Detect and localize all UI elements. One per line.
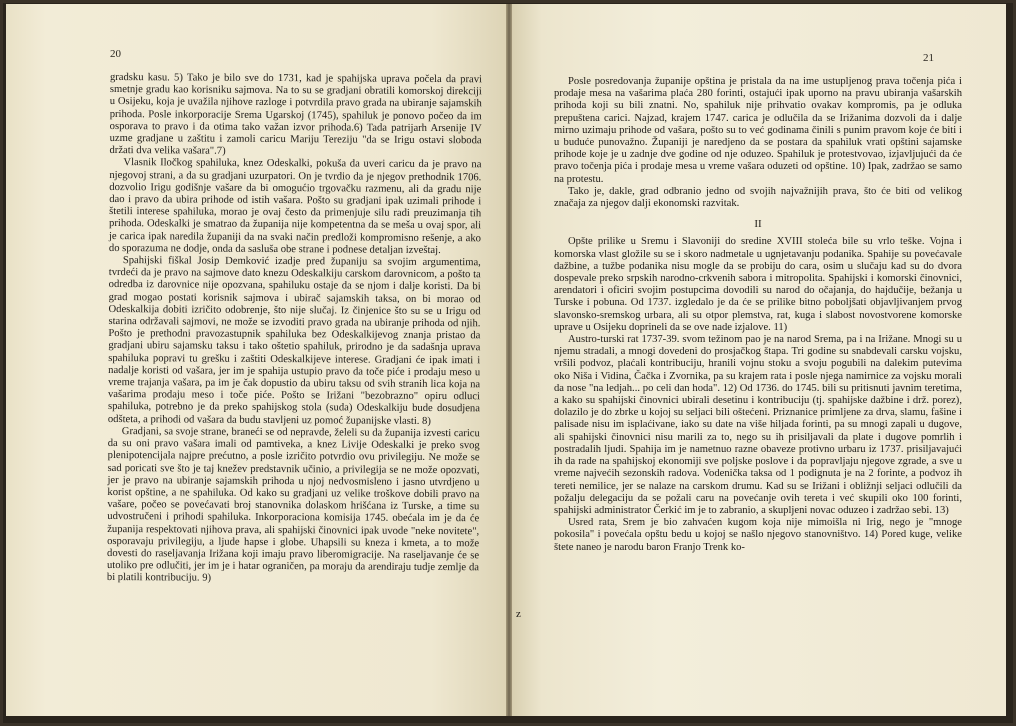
paragraph: Austro-turski rat 1737-39. svom težinom pao je na narod Srema, pa i na Irižane. Mnogi su u njemu stradali, a mnogi dovedeni do prosjačkog štapa. Tri godine su snabdevali carsku vojsku, vršili podvoz, plaćali kontribuciju, hranili vojnu stoku a svoju pogubili na dalekim putevima oko Niša i Vidina, Čačka i Zvornika, pa su krajem rata i posle njega namirnice za vojsku morali da nose "na ledjah... po celi dan hoda". 12) Od 1736. do 1745. bili su pritisnuti javnim teretima, a kako su spahijski činovnici ubirali desetinu i kontribuciju (tj. spahijske dažbine i drž. porez), dolazilo je do zbrke u kojoj su seljaci bili oštećeni. Priznanice primljene za drva, slamu, fašine i palisade nisu im isplaćivane, iako su date na više hiljada forinti, pa su mnogi zapali u dugove, ali spahijski činovnici nisu marili za to, nego su ih prisiljavali da plate i dugove pomrlih i postradalih ljudi. Spahija im je nametnuo razne obaveze protivno urbaru iz 1737. prisiljavajući ih da rade na spahijskoj ekonomiji sve poljske poslove i da popravljaju njegove zgrade, a sve u vreme najvećih sezonskih radova. Vodenička taksa od 1 podignuta je na 2 forinte, a podvoz ih tereti nemilice, jer se nalaze na carskom drumu. Kad su se Irižani i obližnji seljaci odlučili da požalju delegaciju da se požali caru na povećanje ovih tereta i već skupili oko 100 forinti, spahijski administrator Čerkić im je to zabranio, a skupljeni novac oduzeo i zadržao sebi. 13) bbox=[554, 334, 962, 516]
paragraph: gradsku kasu. 5) Tako je bilo sve do 1731, kad je spahijska uprava počela da pravi smetnje gradu kao korisniku sajmova. Na to su se gradjani obratili komorskoj direkciji u Osijeku, koja je uvažila njihove razloge i potvrdila pravo grada na ubiranje sajamskih prihoda. Posle inkorporacije Srema Ugarskoj (1745), spahiluk je ponovo počeo da im osporava to pravo i da otima tako važan izvor prihoda.6) Tada patrijarh Arsenije IV uzme gradjane u zaštitu i zamoli caricu Mariju Tereziju "da se Irigu ostavi sloboda držati dva velika vašara".7) bbox=[109, 72, 482, 157]
paragraph: Opšte prilike u Sremu i Slavoniji do sredine XVIII stoleća bile su vrlo teške. Vojna i komorska vlast gložile su se i skoro nadmetale u ugnjetavanju podanika. Spahije su povećavale dažbine, a tužbe podanika nisu mogle da se probiju do cara, osim u slučaju kad su do dvora dospevale preko srpskih narodno-crkvenih sabora i mitropolita. Spahijski i komorski činovnici, arendatori i oficiri svojim postupcima dovodili su narod do očajanja, do hajdučije, bežanja u Turske i pobuna. Od 1737. izgledalo je da će se prilike bitno poboljšati objavljivanjem prvog slavonsko-sremskog urbara, ali su otpor plemstva, rat, kuga i slabost novostvorene komorske uprave u Osijeku doprineli da se ove nade izjalove. 11) bbox=[554, 236, 962, 333]
page-body bbox=[107, 72, 482, 587]
paragraph: Posle posredovanja županije opština je pristala da na ime ustupljenog prava točenja pića i prodaje mesa na vašarima plaća 280 forinti, ostajući ipak uporno na pravu ubiranja vašarskih prihoda koji su bili znatni. No, spahiluk nije prihvatio ovakav kompromis, pa je odluka prepuštena carici. Najzad, krajem 1747. carica je odlučila da se Irižanima dozvoli da i dalje mirno uzimaju prihode od vašara, pošto su to već godinama činili s punim pravom koje će biti i u buduće punovažno. Županiji je naredjeno da se postara da spahiluk vrati opštini sajamske prihode koje je u zadnje dve godine od nje oduzeo. Spahiluk je protestvovao, izjavljujući da će pravo točenja pića i prodaje mesa u vreme vašara oduzeti od opštine. 10) Ipak, zadržao se samo na protestu. bbox=[554, 76, 962, 185]
margin-mark: z bbox=[516, 608, 521, 620]
paragraph: Tako je, dakle, grad odbranio jedno od svojih najvažnijih prava, što će biti od velikog značaja za njegov dalji ekonomski razvitak. bbox=[554, 185, 962, 210]
paragraph: Vlasnik Iločkog spahiluka, knez Odeskalki, pokuša da uveri caricu da je pravo na njegovoj strani, a da su gradjani uzurpatori. On je tvrdio da je njegov prethodnik 1706. dozvolio Irigu godišnje vašare da bi omogućio trgovačku razmenu, ali da gradu nije dao i pravo da ubira prihode od istih vašara. Pošto su gradjani ipak uzimali prihode i štetili interese spahiluka, morao je ovaj često da primenjuje silu radi preuzimanja tih prihoda. Odeskalki je smatrao da županija nije kompetentna da se meša u ovaj spor, ali je carica ipak naredila županiji da na svaki način predloži kompromisno rešenje, a ako do sporazuma ne dodje, onda da sasluša obe strane i podnese detaljan izveštaj. bbox=[108, 157, 482, 256]
paragraph: Spahijski fiškal Josip Demković izadje pred županiju sa svojim argumentima, tvrdeći da je pravo na sajmove dato knezu Odeskalkiju carskom darovnicom, a pošto ta odredba iz darovnice nije opozvana, spahiluku ostaje da se njom i dalje koristi. Da bi grad mogao postati korisnik sajmova i ubirač sajamskih taksa, on bi morao od Odeskalkija dobiti izričito odobrenje, što nije slučaj. Iz činjenice što su se u Irigu od starina održavali sajmovi, ne može se izvoditi pravo grada na ubiranje prihoda od njih. Pošto je prethodni pravozastupnik spahiluka bez Odeskalkijevog znanja pristao da gradjani ubiru sajamsku taksu i tako oštetio spahiluk, prirodno je da sadašnja uprava spahiluka popravi tu grešku i zaštiti Odeskalkijeve interese. Gradjani će ipak imati i nadalje koristi od vašara, jer im je spahija ustupio pravo da toče piće i prodaju meso u vreme trajanja vašara, pa im je čak dopustio da ubiru taksu od svih stranih lica koja na vašarima prodaju meso i toče piće. Pošto se Irižani "bezobrazno" opiru odluci spahiluka, potrebno je da preko spahijskog stola (suda) Odeskalkiju bude dosudjena odšteta, a prihodi od vašara da budu stavljeni uz pomoć županijske vlasti. 8) bbox=[107, 255, 481, 427]
page-body bbox=[554, 76, 962, 554]
paragraph: Usred rata, Srem je bio zahvaćen kugom koja nije mimoišla ni Irig, nego je "mnoge pokosila" i povećala opštu bedu u kojoj se našlo njegovo stanovništvo. 14) Pored kuge, velike štete naneo je narodu baron Franjo Trenk ko- bbox=[554, 517, 962, 553]
section-heading: II bbox=[754, 218, 762, 231]
right-page bbox=[512, 4, 1006, 716]
paragraph: Gradjani, sa svoje strane, braneći se od nepravde, želeli su da županija izvesti caricu da su oni pravo vašara imali od pamtiveka, a knez Livije Odeskalki je preko svog plenipotencijala najpre prećutno, a posle izričito potvrdio ovu privilegiju. Ne može se sad poricati sve što je taj knežev predstavnik učinio, a privilegija se ne može opozvati, jer je pravo na ubiranje sajamskih prihoda u njoj nedvosmisleno i jasno utvrdjeno u korist opštine, a ne spahiluka. Od kako su gradjani uz velike troškove dobili pravo na vašare, počeo se povećavati broj stanovnika dolaskom hrišćana iz Turske, a time su udvostručeni i prihodi spahiluka. Inkorporaciona komisija 1745. obećala im je da će županija respektovati njihova prava, ali spahijski činovnici ipak uvode "nekе novitete", osporavaju privilegiju, a ljude hapse i globe. Uhapsili su kneza i kmeta, a to može dovesti do raseljavanja Irižana koji imaju pravo liberomigracije. Na raseljavanje će se utoliko pre odlučiti, jer im je i hatar ograničen, pa moraju da arendiraju tudje zemlje da bi platili kontribuciju. 9) bbox=[106, 425, 480, 584]
left-page bbox=[6, 4, 506, 716]
page-number: 21 bbox=[923, 52, 934, 64]
page-number: 20 bbox=[110, 48, 121, 60]
